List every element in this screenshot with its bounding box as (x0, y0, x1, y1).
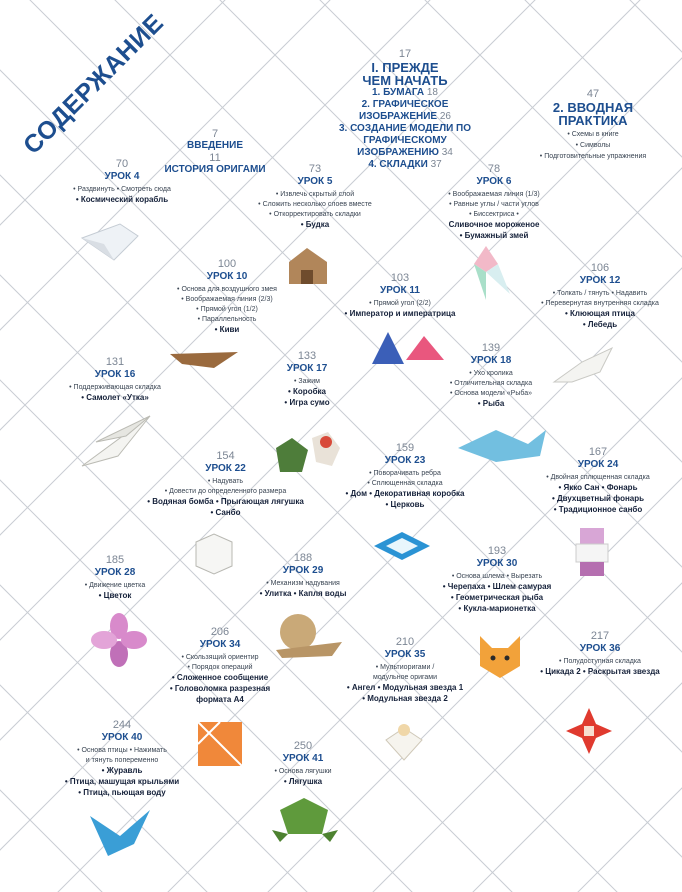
lesson-topic: • Перевернутая внутренняя складка (541, 300, 659, 307)
lesson-cell (340, 272, 460, 320)
lesson-topic: • Толкать / тянуть • Надавить (552, 290, 648, 297)
part2-page-number: 47 (586, 88, 600, 100)
intro-page-number: 7 (211, 128, 219, 140)
part1-item-4[interactable]: 4. СКЛАДКИ 37 (368, 159, 442, 170)
lesson-model[interactable]: • Будка (300, 220, 330, 229)
lesson-topic: • Извлечь скрытый слой (275, 191, 355, 198)
lesson-model[interactable]: • Двухцветный фонарь (551, 494, 645, 503)
lesson-model[interactable]: • Самолет «Утка» (81, 393, 149, 402)
lesson-model[interactable]: • Лягушка (283, 777, 323, 786)
part2-section (528, 88, 658, 162)
cat-illustration (476, 634, 524, 680)
part2-title[interactable]: 2. ВВОДНАЯ ПРАКТИКА (552, 100, 634, 128)
lesson-page-number: 185 (105, 554, 125, 566)
water-bomb-illustration (192, 532, 236, 576)
lesson-topic: и тянуть попеременно (85, 757, 159, 764)
open-star-illustration (564, 706, 614, 756)
lesson-page-number: 217 (590, 630, 610, 642)
lesson-page-number: 159 (395, 442, 415, 454)
lesson-topic: • Равные углы / части углов (449, 201, 539, 208)
part1-section (330, 48, 480, 171)
doghouse-illustration (285, 246, 331, 286)
lesson-model[interactable]: • Головоломка разрезная (169, 684, 271, 693)
emperor-empress-illustration (368, 328, 448, 368)
contents-heading: СОДЕРЖАНИЕ (18, 8, 170, 160)
lesson-title[interactable]: УРОК 41 (282, 753, 324, 764)
lesson-cell (60, 356, 170, 404)
lesson-model[interactable]: • Лебедь (582, 320, 618, 329)
lesson-page-number: 100 (217, 258, 237, 270)
lesson-model[interactable]: • Водяная бомба • Прыгающая лягушка (147, 497, 304, 506)
lesson-model[interactable]: • Император и императрица (344, 309, 456, 318)
lesson-cell (255, 163, 375, 231)
lesson-topic: • Параллельность (197, 316, 257, 323)
lesson-topic: • Порядок операций (187, 664, 253, 671)
lesson-title[interactable]: УРОК 36 (579, 643, 621, 654)
lesson-model[interactable]: • Геометрическая рыба (450, 593, 544, 602)
lesson-topic: • Полудоступная складка (559, 658, 641, 665)
lesson-model[interactable]: • Улитка • Капля воды (259, 589, 347, 598)
lesson-cell (528, 446, 668, 516)
lesson-topic: • Воображаемая линия (1/3) (448, 191, 540, 198)
lesson-page-number: 167 (588, 446, 608, 458)
lesson-model[interactable]: • Клюющая птица (565, 309, 635, 318)
lesson-topic: модульное оригами (372, 674, 438, 681)
lesson-topic: • Основа лягушки (274, 768, 332, 775)
lesson-page-number: 70 (115, 158, 129, 170)
lesson-model[interactable]: • Черепаха • Шлем самурая (442, 582, 552, 591)
lesson-model[interactable]: • Модульная звезда 2 (362, 694, 448, 703)
frog-illustration (270, 790, 340, 846)
lesson-model[interactable]: • Ангел • Модульная звезда 1 (346, 683, 464, 692)
lesson-model[interactable]: • Космический корабль (75, 195, 169, 204)
lesson-title[interactable]: УРОК 40 (101, 732, 143, 743)
lesson-topic: • Отличительная складка (449, 380, 533, 387)
lesson-model[interactable]: • Санбо (210, 508, 241, 517)
lesson-model[interactable]: • Цветок (98, 591, 132, 600)
lesson-topic: • Движение цветка (84, 582, 146, 589)
lesson-model[interactable]: • Кукла-марионетка (458, 604, 536, 613)
lesson-topic: • Прямой угол (2/2) (369, 300, 431, 307)
lesson-page-number: 131 (105, 356, 125, 368)
fish-illustration (456, 426, 548, 466)
lesson-page-number: 244 (112, 719, 132, 731)
lesson-cell (432, 545, 562, 615)
lesson-model[interactable]: • Традиционное санбо (553, 505, 643, 514)
lesson-cell (62, 158, 182, 206)
lesson-cell (530, 630, 670, 678)
lesson-cell (530, 262, 670, 331)
intro-title[interactable]: ВВЕДЕНИЕ (187, 140, 243, 151)
puzzle-illustration (194, 718, 246, 770)
lesson-model[interactable]: • Церковь (385, 500, 425, 509)
lesson-topic: • Сложить несколько слоев вместе (258, 201, 372, 208)
decorative-box-illustration (372, 528, 432, 564)
lesson-model[interactable]: • Дом • Декоративная коробка (345, 489, 465, 498)
part1-page-number: 17 (398, 48, 412, 60)
lesson-page-number: 139 (481, 342, 501, 354)
lesson-title[interactable]: УРОК 10 (206, 271, 248, 282)
lesson-topic: • Надувать (207, 478, 244, 485)
lesson-title[interactable]: УРОК 6 (476, 176, 512, 187)
lantern-illustration (570, 524, 614, 580)
lesson-page-number: 188 (293, 552, 313, 564)
kiwi-illustration (168, 348, 244, 372)
crane-illustration (86, 806, 154, 862)
lesson-title[interactable]: УРОК 11 (380, 285, 420, 296)
lesson-model[interactable]: формата А4 (196, 695, 244, 704)
lesson-topic: • Сплющенная складка (367, 480, 443, 487)
part2-item: • Схемы в книге (567, 131, 619, 138)
lesson-model[interactable]: • Киви (214, 325, 240, 334)
lesson-page-number: 210 (395, 636, 415, 648)
lesson-model[interactable]: • Птица, пьющая воду (78, 788, 166, 797)
lesson-model[interactable]: • Бумажный змей (459, 231, 529, 240)
lesson-title[interactable]: УРОК 22 (205, 463, 246, 474)
lesson-title[interactable]: УРОК 30 (476, 558, 518, 569)
flower-illustration (90, 612, 148, 668)
lesson-model[interactable]: Сливочное мороженое (448, 220, 540, 229)
lesson-topic: • Основа шлема • Вырезать (451, 573, 543, 580)
lesson-title[interactable]: УРОК 4 (104, 171, 140, 182)
lesson-title[interactable]: УРОК 29 (282, 565, 324, 576)
lesson-topic: • Зажим (294, 378, 320, 385)
part2-item: • Подготовительные упражнения (539, 153, 647, 160)
lesson-title[interactable]: УРОК 28 (94, 567, 136, 578)
lesson-page-number: 78 (487, 163, 501, 175)
lesson-topic: • Биссектриса • (469, 211, 519, 218)
lesson-cell (60, 554, 170, 602)
lesson-title[interactable]: УРОК 17 (286, 363, 328, 374)
part1-item-2[interactable]: 2. ГРАФИЧЕСКОЕ ИЗОБРАЖЕНИЕ 26 (359, 99, 451, 122)
lesson-title[interactable]: УРОК 34 (199, 639, 241, 650)
spaceship-illustration (80, 218, 140, 264)
lesson-topic: • Откорректировать складки (269, 211, 361, 218)
lesson-page-number: 154 (216, 450, 235, 462)
ice-cream-kite-illustration (470, 244, 520, 304)
lesson-model[interactable]: • Якко Сан • Фонарь (558, 483, 638, 492)
lesson-topic: • Двойная сплющенная складка (546, 474, 650, 481)
lesson-title[interactable]: УРОК 5 (297, 176, 333, 187)
lesson-cell (424, 163, 564, 242)
lesson-cell (248, 740, 358, 788)
lesson-page-number: 250 (293, 740, 313, 752)
swan-illustration (552, 346, 616, 386)
lesson-cell (330, 636, 480, 705)
lesson-topic: • Мультиоригами / (375, 664, 435, 671)
lesson-topic: • Поворачивать ребра (369, 470, 441, 477)
lesson-page-number: 133 (297, 350, 317, 362)
lesson-topic: • Раздвинуть • Смотреть сюда (73, 186, 171, 193)
lesson-model[interactable]: • Цикада 2 • Раскрытая звезда (540, 667, 660, 676)
lesson-topic: • Ухо кролика (469, 370, 513, 377)
lesson-topic: • Поддерживающая складка (69, 384, 161, 391)
lesson-page-number: 206 (210, 626, 230, 638)
lesson-page-number: 73 (308, 163, 322, 175)
lesson-cell (252, 350, 362, 409)
lesson-cell (150, 626, 290, 706)
lesson-topic: • Прямой угол (1/2) (196, 306, 258, 313)
lesson-page-number: 106 (590, 262, 610, 274)
lesson-topic: • Довести до определенного размера (164, 488, 287, 495)
lesson-model[interactable]: • Журавль (101, 766, 143, 775)
lesson-model[interactable]: • Сложенное сообщение (171, 673, 269, 682)
part1-title[interactable]: I. ПРЕЖДЕ ЧЕМ НАЧАТЬ (362, 60, 448, 88)
airplane-illustration (78, 412, 156, 472)
snail-illustration (272, 612, 346, 660)
lesson-topic: • Механизм надувания (266, 580, 340, 587)
lesson-topic: • Воображаемая линия (2/3) (181, 296, 273, 303)
history-title[interactable]: ИСТОРИЯ ОРИГАМИ (164, 164, 266, 175)
part2-item: • Символы (575, 142, 611, 149)
lesson-title[interactable]: УРОК 23 (384, 455, 426, 466)
lesson-title[interactable]: УРОК 35 (384, 649, 426, 660)
history-page-number: 11 (209, 152, 221, 164)
lesson-topic: • Основа птицы • Нажимать (77, 747, 167, 754)
part1-item-3[interactable]: 3. СОЗДАНИЕ МОДЕЛИ ПО ГРАФИЧЕСКОМУ ИЗОБРАЖЕНИЮ 34 (338, 123, 472, 158)
sumo-illustration (272, 428, 344, 476)
angel-illustration (382, 720, 426, 764)
lesson-cell (152, 258, 302, 336)
lesson-topic: • Скользящий ориентир (181, 654, 259, 661)
lesson-title[interactable]: УРОК 18 (470, 355, 512, 366)
lesson-title[interactable]: УРОК 16 (94, 369, 136, 380)
lesson-title[interactable]: УРОК 24 (577, 459, 619, 470)
lesson-model[interactable]: • Рыба (477, 399, 505, 408)
lesson-topic: • Основа для воздушного змея (177, 286, 277, 293)
lesson-topic: • Основа модели «Рыба» (449, 390, 533, 397)
lesson-page-number: 193 (487, 545, 507, 557)
lesson-page-number: 103 (390, 272, 410, 284)
lesson-title[interactable]: УРОК 12 (579, 275, 621, 286)
part1-item-1[interactable]: 1. БУМАГА 18 (372, 87, 438, 98)
lesson-cell (248, 552, 358, 600)
lesson-model[interactable]: • Коробка (288, 387, 326, 396)
lesson-model[interactable]: • Птица, машущая крыльями (64, 777, 180, 786)
lesson-cell (62, 719, 182, 799)
lesson-model[interactable]: • Игра сумо (284, 398, 330, 407)
